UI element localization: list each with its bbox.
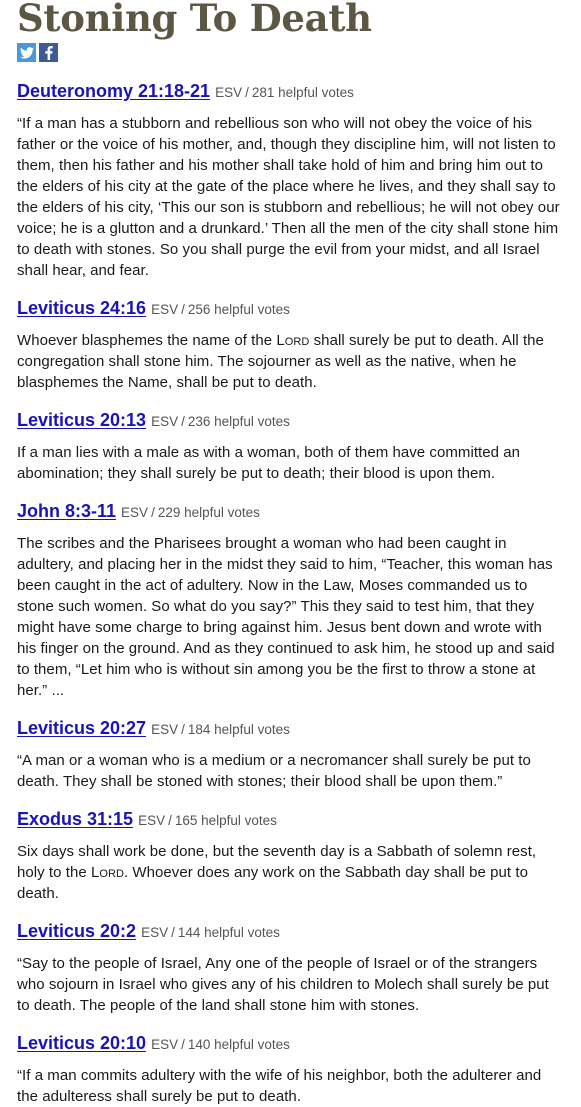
- verse-header: [17, 921, 564, 945]
- verse-meta: ESV / 236 helpful votes: [151, 414, 290, 429]
- twitter-icon: [20, 47, 34, 59]
- verse-text: [17, 841, 564, 904]
- verse-text: If a man lies with a male as with a woman, both of them have committed an abomination; they shall surely be put to death; their blood is upon them.: [17, 444, 521, 482]
- verse-version: ESV: [151, 414, 179, 429]
- facebook-share-button[interactable]: [39, 43, 58, 62]
- verse-votes: 236 helpful votes: [187, 414, 290, 429]
- verse-header: [17, 81, 564, 105]
- page-title: Stoning To Death: [17, 0, 372, 40]
- verse-item: [17, 501, 564, 701]
- verse-meta: ESV / 165 helpful votes: [138, 813, 277, 828]
- verse-text-part: Whoever blasphemes the name of the: [17, 332, 277, 349]
- verse-votes: 165 helpful votes: [174, 813, 277, 828]
- verse-reference-link[interactable]: John 8:3-11: [17, 501, 117, 521]
- verse-votes: 140 helpful votes: [187, 1037, 290, 1052]
- verse-item: [17, 809, 564, 904]
- verse-votes: 256 helpful votes: [187, 302, 290, 317]
- verse-votes: 229 helpful votes: [157, 505, 260, 520]
- verse-reference-link[interactable]: Exodus 31:15: [17, 809, 134, 829]
- verse-text: “If a man commits adultery with the wife of his neighbor, both the adulterer and the adulteress shall surely be put to death.: [17, 1067, 542, 1105]
- verse-votes: 281 helpful votes: [251, 85, 354, 100]
- twitter-share-button[interactable]: [17, 43, 36, 62]
- verse-header: [17, 718, 564, 742]
- verse-header: [17, 410, 564, 434]
- verse-text: “A man or a woman who is a medium or a necromancer shall surely be put to death. They shall be stoned with stones; their blood shall be upon them.”: [17, 752, 531, 790]
- verse-meta: ESV / 144 helpful votes: [141, 925, 280, 940]
- verse-reference-link[interactable]: Leviticus 20:10: [17, 1033, 147, 1053]
- verse-version: ESV: [121, 505, 149, 520]
- verse-reference-link[interactable]: Leviticus 20:2: [17, 921, 137, 941]
- verse-item: [17, 921, 564, 1016]
- verse-version: ESV: [151, 302, 179, 317]
- verse-header: [17, 809, 564, 833]
- share-buttons: [17, 43, 564, 62]
- verse-votes: 144 helpful votes: [177, 925, 280, 940]
- verse-version: ESV: [141, 925, 169, 940]
- verse-version: ESV: [151, 722, 179, 737]
- verse-header: [17, 501, 564, 525]
- lord-small-caps: Lord: [90, 864, 124, 881]
- verse-text-part: . Whoever does any work on the Sabbath day shall be put to death.: [17, 864, 528, 902]
- verse-meta: ESV / 184 helpful votes: [151, 722, 290, 737]
- verse-text: [17, 330, 564, 393]
- verse-reference-link[interactable]: Leviticus 20:13: [17, 410, 147, 430]
- verse-item: [17, 718, 564, 792]
- verse-meta: ESV / 229 helpful votes: [121, 505, 260, 520]
- verse-reference-link[interactable]: Leviticus 20:27: [17, 718, 147, 738]
- verse-header: [17, 1033, 564, 1057]
- verse-text-part: Six days shall work be done, but the seventh day is a Sabbath of solemn rest, holy to the: [17, 843, 537, 881]
- verse-version: ESV: [215, 85, 243, 100]
- verse-meta: ESV / 281 helpful votes: [215, 85, 354, 100]
- verse-item: [17, 81, 564, 281]
- verse-text: The scribes and the Pharisees brought a woman who had been caught in adultery, and placing her in the midst they said to him, “Teacher, this woman has been caught in the act of adultery. Now in the Law, Moses commanded us to stone such women. So what do you say?” This they said to test him, that they might have some charge to bring against him. Jesus bent down and wrote with his finger on the ground. And as they continued to ask him, he stood up and said to them, “Let him who is without sin among you be the first to throw a stone at her.” ...: [17, 535, 555, 699]
- verse-list: [17, 81, 564, 1107]
- verse-item: [17, 298, 564, 393]
- verse-text: “If a man has a stubborn and rebellious son who will not obey the voice of his father or the voice of his mother, and, though they discipline him, will not listen to them, then his father and his mother shall take hold of him and bring him out to the elders of his city at the gate of the place where he lives, and they shall say to the elders of his city, ‘This our son is stubborn and rebellious; he will not obey our voice; he is a glutton and a drunkard.’ Then all the men of the city shall stone him to death with stones. So you shall purge the evil from your midst, and all Israel shall hear, and fear.: [17, 115, 560, 279]
- verse-votes: 184 helpful votes: [187, 722, 290, 737]
- verse-reference-link[interactable]: Deuteronomy 21:18-21: [17, 81, 211, 101]
- verse-meta: ESV / 140 helpful votes: [151, 1037, 290, 1052]
- verse-version: ESV: [138, 813, 166, 828]
- verse-header: [17, 298, 564, 322]
- verse-item: [17, 410, 564, 484]
- verse-meta: ESV / 256 helpful votes: [151, 302, 290, 317]
- facebook-icon: [45, 46, 53, 60]
- lord-small-caps: Lord: [276, 332, 310, 349]
- verse-reference-link[interactable]: Leviticus 24:16: [17, 298, 147, 318]
- verse-text: “Say to the people of Israel, Any one of the people of Israel or of the strangers who sojourn in Israel who gives any of his children to Molech shall surely be put to death. The people of the land shall stone him with stones.: [17, 955, 549, 1014]
- verse-version: ESV: [151, 1037, 179, 1052]
- verse-text-part: shall surely be put to death. All the congregation shall stone him. The sojourner as well as the native, when he blasphemes the Name, shall be put to death.: [17, 332, 544, 391]
